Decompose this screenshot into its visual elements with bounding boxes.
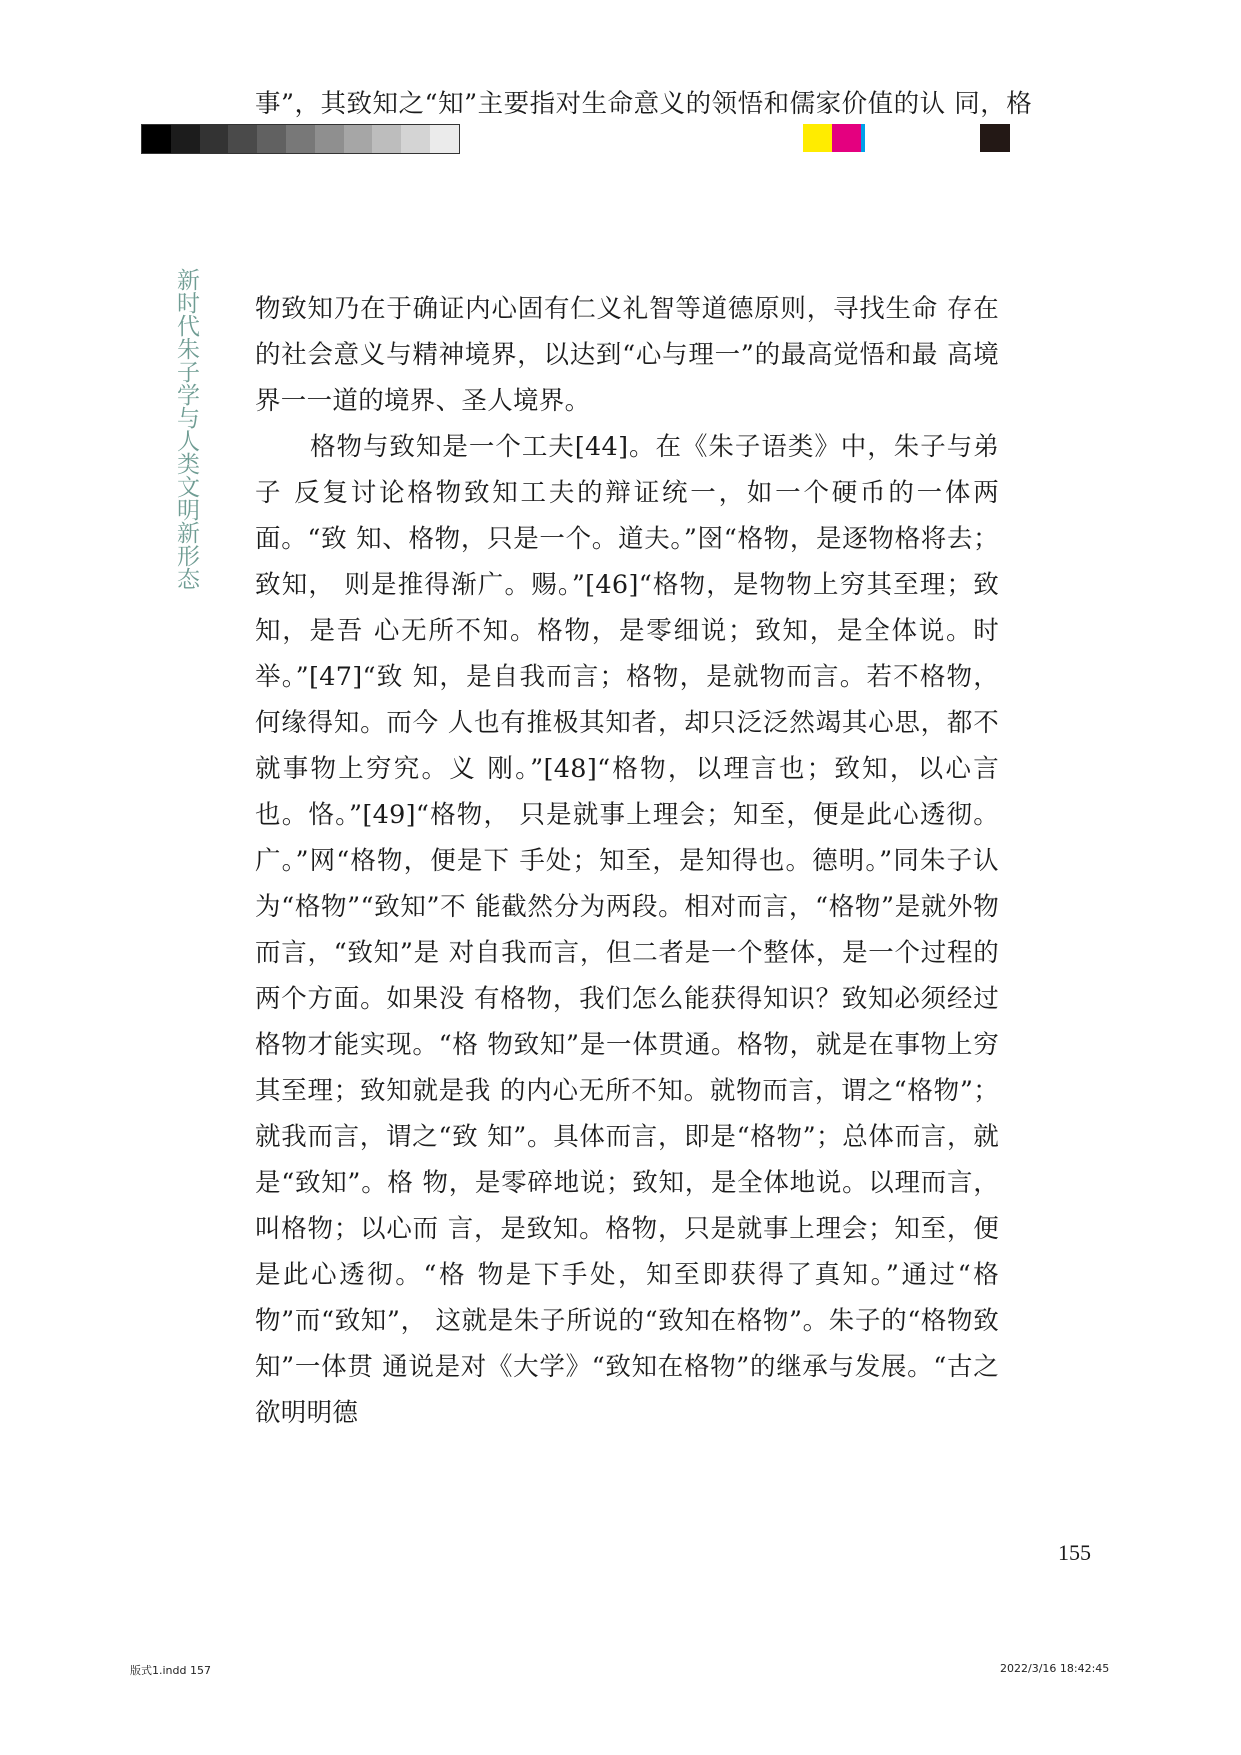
gray-swatch [257, 125, 286, 153]
gray-swatch [286, 125, 315, 153]
gray-swatch [430, 125, 459, 153]
footer-file-name: 版式1.indd 157 [130, 1664, 211, 1677]
paragraph-2: 格物与致知是一个工夫[44]。在《朱子语类》中，朱子与弟子 反复讨论格物致知工夫的辩证统一，如一个硬币的一体两面。“致 知、格物，只是一个。道夫。”囹“格物，是逐物格将去；致知， 则是推得渐广。赐。”[46]“格物，是物物上穷其至理；致知，是吾 心无所不知。格物，是零细说；致知，是全体说。时举。”[47]“致 知，是自我而言；格物，是就物而言。若不格物，何缘得知。而今 人也有推极其知者，却只泛泛然竭其心思，都不就事物上穷究。义 刚。”[48]“格物，以理言也；致知，以心言也。恪。”[49]“格物， 只是就事上理会；知至，便是此心透彻。广。”网“格物，便是下 手处；知至，是知得也。德明。”同朱子认为“格物”“致知”不 能截然分为两段。相对而言，“格物”是就外物而言，“致知”是 对自我而言，但二者是一个整体，是一个过程的两个方面。如果没 有格物，我们怎么能获得知识？致知必须经过格物才能实现。“格 物致知”是一体贯通。格物，就是在事物上穷其至理；致知就是我 的内心无所不知。就物而言，谓之“格物”；就我而言，谓之“致 知”。具体而言，即是“格物”；总体而言，就是“致知”。格 物，是零碎地说；致知，是全体地说。以理而言，叫格物；以心而 言，是致知。格物，只是就事上理会；知至，便是此心透彻。“格 物是下手处，知至即获得了真知。”通过“格物”而“致知”， 这就是朱子所说的“致知在格物”。朱子的“格物致知”一体贯 通说是对《大学》“致知在格物”的继承与发展。“古之欲明明德 [255, 432, 999, 1428]
color-swatch [803, 124, 832, 152]
page-number: 155 [1058, 1540, 1091, 1565]
footer-timestamp: 2022/3/16 18:42:45 [1000, 1662, 1110, 1675]
running-header-text: 事”，其致知之“知”主要指对生命意义的领悟和儒家价值的认 同，格 [255, 89, 1033, 119]
gray-swatch [171, 125, 200, 153]
main-body-text [255, 286, 999, 1436]
gray-swatch [372, 125, 401, 153]
paragraph-1: 物致知乃在于确证内心固有仁义礼智等道德原则，寻找生命 存在的社会意义与精神境界，以达到“心与理一”的最高觉悟和最 高境界一一道的境界、圣人境界。 [255, 294, 999, 416]
grayscale-calibration-bar [141, 124, 460, 154]
gray-swatch [344, 125, 373, 153]
gray-swatch [142, 125, 171, 153]
color-registration-marks [803, 124, 865, 152]
dark-registration-mark [980, 124, 1010, 152]
color-swatch [832, 124, 861, 152]
gray-swatch [200, 125, 229, 153]
gray-swatch [401, 125, 430, 153]
book-title-vertical: 新时代朱子学与人类文明新形态 [173, 268, 199, 590]
gray-swatch [228, 125, 257, 153]
gray-swatch [315, 125, 344, 153]
color-swatch [861, 124, 865, 152]
